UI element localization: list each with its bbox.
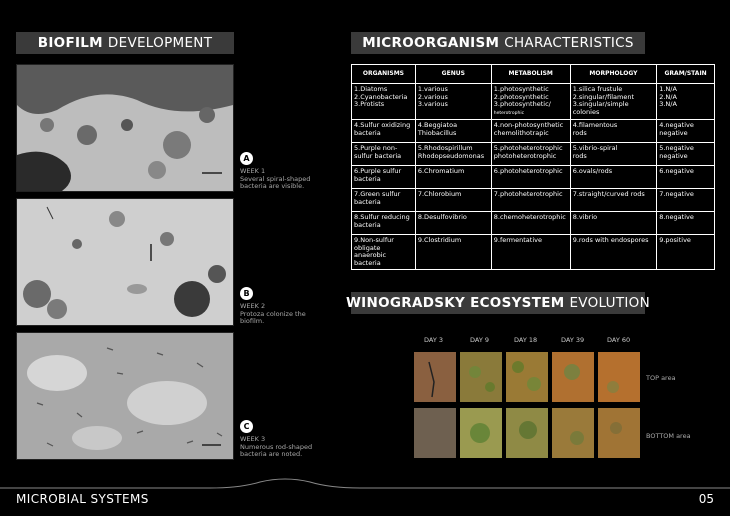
table-header-row (352, 65, 715, 84)
header-genus: GENUS (415, 65, 491, 84)
table-cell: 7.negative (657, 189, 715, 212)
table-cell: 7.Green sulfur bacteria (352, 189, 416, 212)
table-cell: 6.ovals/rods (570, 166, 657, 189)
table-cell: 9.positive (657, 235, 715, 270)
caption-week-1-text: Several spiral-shaped bacteria are visible. (240, 174, 311, 190)
sample-tile-bottom (552, 408, 594, 458)
table-cell: 8.vibrio (570, 212, 657, 235)
header-metabolism: METABOLISM (491, 65, 570, 84)
table-cell: 4.Beggiatoa Thiobacillus (415, 120, 491, 143)
sample-tile-bottom (414, 408, 456, 458)
table-cell: 5.Purple non- sulfur bacteria (352, 143, 416, 166)
caption-week-1 (240, 152, 320, 191)
table-cell: 6.negative (657, 166, 715, 189)
table-row (352, 212, 715, 235)
day-label: DAY 60 (607, 336, 631, 344)
day-label: DAY 9 (470, 336, 490, 344)
table-row (352, 189, 715, 212)
table-cell: 4.non-photosynthetic chemolithotrapic (491, 120, 570, 143)
header-organisms: ORGANISMS (352, 65, 416, 84)
micrograph-week-2 (16, 198, 234, 326)
badge-c: C (240, 420, 253, 433)
table-cell: 8.chemoheterotrophic (491, 212, 570, 235)
caption-week-3-week: WEEK 3 (240, 435, 266, 443)
caption-week-2-week: WEEK 2 (240, 302, 266, 310)
table-cell: 5.negative negative (657, 143, 715, 166)
caption-week-3-text: Numerous rod-shaped bacteria are noted. (240, 442, 313, 458)
footer-title: MICROBIAL SYSTEMS (16, 492, 149, 506)
table-cell: 9.Clostridium (415, 235, 491, 270)
badge-b: B (240, 287, 253, 300)
biofilm-title-rest: DEVELOPMENT (107, 35, 213, 51)
page-number: 05 (698, 492, 714, 506)
biofilm-title-bold: BIOFILM (37, 35, 103, 51)
micrograph-week-1 (16, 64, 234, 192)
table-cell: 4.negative negative (657, 120, 715, 143)
table-cell: 7.straight/curved rods (570, 189, 657, 212)
table-cell-subtext: heterotrophic (493, 110, 525, 116)
table-cell: 9.rods with endospores (570, 235, 657, 270)
sample-tile-top (414, 352, 456, 402)
biofilm-photos (16, 64, 234, 460)
badge-a: A (240, 152, 253, 165)
table-row (352, 235, 715, 270)
table-cell: 9.Non-sulfur obligate anaerobic bacteria (352, 235, 416, 270)
table-cell: 6.photoheterotrophic (491, 166, 570, 189)
table-cell: 6.Chromatium (415, 166, 491, 189)
micrograph-week-3 (16, 332, 234, 460)
sample-tile-bottom (506, 408, 548, 458)
biofilm-title (16, 32, 234, 54)
table-cell: 4.Sulfur oxidizing bacteria (352, 120, 416, 143)
table-cell: 1.silica frustule 2.singular/filament 3.singular/simple colonies (570, 84, 657, 120)
table-cell: 8.Desulfovibrio (415, 212, 491, 235)
winogradsky-title-rest: EVOLUTION (569, 295, 651, 311)
characteristics-table (351, 64, 715, 270)
sample-tile-top (506, 352, 548, 402)
bottom-area-label: BOTTOM area (646, 432, 691, 440)
table-cell-text: 1.photosynthetic 2.photosynthetic 3.photosynthetic/ (493, 85, 551, 108)
table-cell: 7.Chlorobium (415, 189, 491, 212)
table-row (352, 120, 715, 143)
winogradsky-title (345, 292, 651, 314)
caption-week-1-week: WEEK 1 (240, 167, 266, 175)
table-cell: 7.photoheterotrophic (491, 189, 570, 212)
table-row (352, 143, 715, 166)
header-gram-stain: GRAM/STAIN (657, 65, 715, 84)
sample-tile-top (552, 352, 594, 402)
table-cell: 9.fermentative (491, 235, 570, 270)
table-cell: 5.Rhodospirillum Rhodopseudomonas (415, 143, 491, 166)
table-cell: 5.vibrio-spiral rods (570, 143, 657, 166)
table-cell: 1.Diatoms 2.Cyanobacteria 3.Protists (352, 84, 416, 120)
table-cell: 8.negative (657, 212, 715, 235)
table-cell: 6.Purple sulfur bacteria (352, 166, 416, 189)
microorganism-title-bold: MICROORGANISM (362, 35, 500, 51)
microorganism-title-rest: CHARACTERISTICS (504, 35, 634, 51)
top-area-label: TOP area (646, 374, 676, 382)
winogradsky-title-bold: WINOGRADSKY ECOSYSTEM (345, 295, 565, 311)
table-cell: 8.Sulfur reducing bacteria (352, 212, 416, 235)
table-cell: 1.various 2.various 3.various (415, 84, 491, 120)
header-morphology: MORPHOLOGY (570, 65, 657, 84)
sample-tile-bottom (460, 408, 502, 458)
table-row (352, 166, 715, 189)
microorganism-title (351, 32, 645, 54)
caption-week-2 (240, 287, 320, 326)
table-cell (491, 84, 570, 120)
table-cell: 1.N/A 2.N/A 3.N/A (657, 84, 715, 120)
day-label: DAY 3 (424, 336, 444, 344)
caption-week-3 (240, 420, 320, 459)
table-cell: 5.photoheterotrophic photoheterotrophic (491, 143, 570, 166)
day-label: DAY 18 (514, 336, 538, 344)
caption-week-2-text: Protoza colonize the biofilm. (240, 309, 306, 325)
table-row (352, 84, 715, 120)
sample-tile-top (598, 352, 640, 402)
table-cell: 4.filamentous rods (570, 120, 657, 143)
sample-tile-bottom (598, 408, 640, 458)
day-label: DAY 39 (561, 336, 585, 344)
sample-tile-top (460, 352, 502, 402)
